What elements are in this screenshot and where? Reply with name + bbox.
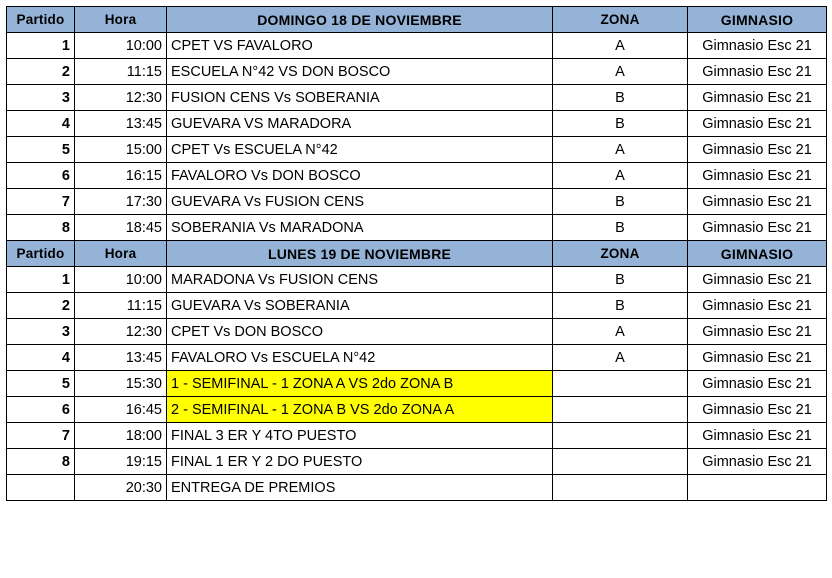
cell-gimnasio: Gimnasio Esc 21 — [688, 59, 827, 85]
cell-evento: MARADONA Vs FUSION CENS — [167, 267, 553, 293]
cell-partido: 4 — [7, 345, 75, 371]
column-header-hora: Hora — [75, 241, 167, 267]
cell-zona — [553, 475, 688, 501]
cell-zona: B — [553, 293, 688, 319]
cell-gimnasio: Gimnasio Esc 21 — [688, 345, 827, 371]
cell-partido: 7 — [7, 423, 75, 449]
cell-hora: 13:45 — [75, 111, 167, 137]
day1-title: DOMINGO 18 DE NOVIEMBRE — [167, 7, 553, 33]
cell-zona — [553, 371, 688, 397]
cell-evento: ESCUELA N°42 VS DON BOSCO — [167, 59, 553, 85]
cell-partido: 3 — [7, 319, 75, 345]
cell-gimnasio: Gimnasio Esc 21 — [688, 111, 827, 137]
cell-evento-semifinal-1: 1 - SEMIFINAL - 1 ZONA A VS 2do ZONA B — [167, 371, 553, 397]
cell-partido: 6 — [7, 397, 75, 423]
cell-partido: 8 — [7, 215, 75, 241]
cell-zona: A — [553, 33, 688, 59]
cell-evento: FUSION CENS Vs SOBERANIA — [167, 85, 553, 111]
schedule-body — [7, 7, 827, 501]
table-row — [7, 111, 827, 137]
table-row — [7, 319, 827, 345]
cell-partido: 8 — [7, 449, 75, 475]
column-header-gimnasio: GIMNASIO — [688, 7, 827, 33]
table-row — [7, 423, 827, 449]
cell-evento: CPET VS FAVALORO — [167, 33, 553, 59]
cell-evento: CPET Vs DON BOSCO — [167, 319, 553, 345]
cell-hora: 12:30 — [75, 319, 167, 345]
cell-zona: B — [553, 85, 688, 111]
cell-partido: 7 — [7, 189, 75, 215]
cell-hora: 11:15 — [75, 293, 167, 319]
column-header-zona: ZONA — [553, 7, 688, 33]
cell-gimnasio: Gimnasio Esc 21 — [688, 293, 827, 319]
cell-hora: 20:30 — [75, 475, 167, 501]
table-row — [7, 33, 827, 59]
table-row — [7, 475, 827, 501]
column-header-partido: Partido — [7, 241, 75, 267]
table-row — [7, 85, 827, 111]
cell-evento: GUEVARA Vs SOBERANIA — [167, 293, 553, 319]
cell-evento: CPET Vs ESCUELA N°42 — [167, 137, 553, 163]
cell-gimnasio: Gimnasio Esc 21 — [688, 33, 827, 59]
cell-zona: A — [553, 345, 688, 371]
cell-zona: B — [553, 215, 688, 241]
cell-zona: B — [553, 267, 688, 293]
cell-partido: 2 — [7, 59, 75, 85]
cell-gimnasio: Gimnasio Esc 21 — [688, 163, 827, 189]
cell-gimnasio: Gimnasio Esc 21 — [688, 397, 827, 423]
cell-partido — [7, 475, 75, 501]
cell-partido: 5 — [7, 137, 75, 163]
cell-hora: 12:30 — [75, 85, 167, 111]
column-header-zona: ZONA — [553, 241, 688, 267]
cell-zona — [553, 449, 688, 475]
table-row — [7, 371, 827, 397]
cell-zona: A — [553, 137, 688, 163]
cell-zona: A — [553, 59, 688, 85]
column-header-gimnasio: GIMNASIO — [688, 241, 827, 267]
cell-zona: A — [553, 163, 688, 189]
table-row — [7, 215, 827, 241]
cell-gimnasio: Gimnasio Esc 21 — [688, 319, 827, 345]
cell-evento: ENTREGA DE PREMIOS — [167, 475, 553, 501]
cell-partido: 3 — [7, 85, 75, 111]
cell-gimnasio: Gimnasio Esc 21 — [688, 215, 827, 241]
cell-evento: GUEVARA VS MARADORA — [167, 111, 553, 137]
cell-partido: 4 — [7, 111, 75, 137]
cell-hora: 18:45 — [75, 215, 167, 241]
cell-zona: A — [553, 319, 688, 345]
cell-gimnasio: Gimnasio Esc 21 — [688, 371, 827, 397]
cell-evento: FINAL 3 ER Y 4TO PUESTO — [167, 423, 553, 449]
cell-zona: B — [553, 189, 688, 215]
cell-gimnasio — [688, 475, 827, 501]
cell-gimnasio: Gimnasio Esc 21 — [688, 449, 827, 475]
table-row — [7, 345, 827, 371]
cell-evento-semifinal-2: 2 - SEMIFINAL - 1 ZONA B VS 2do ZONA A — [167, 397, 553, 423]
cell-gimnasio: Gimnasio Esc 21 — [688, 189, 827, 215]
cell-gimnasio: Gimnasio Esc 21 — [688, 267, 827, 293]
cell-hora: 11:15 — [75, 59, 167, 85]
cell-gimnasio: Gimnasio Esc 21 — [688, 85, 827, 111]
table-row — [7, 293, 827, 319]
column-header-hora: Hora — [75, 7, 167, 33]
cell-partido: 1 — [7, 33, 75, 59]
cell-hora: 18:00 — [75, 423, 167, 449]
table-row — [7, 267, 827, 293]
cell-hora: 16:15 — [75, 163, 167, 189]
cell-partido: 5 — [7, 371, 75, 397]
tournament-schedule-table — [6, 6, 827, 501]
table-row — [7, 449, 827, 475]
cell-evento: FAVALORO Vs DON BOSCO — [167, 163, 553, 189]
header-row-day1 — [7, 7, 827, 33]
cell-partido: 2 — [7, 293, 75, 319]
cell-zona: B — [553, 111, 688, 137]
day2-title: LUNES 19 DE NOVIEMBRE — [167, 241, 553, 267]
cell-hora: 17:30 — [75, 189, 167, 215]
cell-partido: 1 — [7, 267, 75, 293]
cell-zona — [553, 423, 688, 449]
header-row-day2 — [7, 241, 827, 267]
cell-evento: FAVALORO Vs ESCUELA N°42 — [167, 345, 553, 371]
cell-hora: 15:00 — [75, 137, 167, 163]
cell-hora: 10:00 — [75, 267, 167, 293]
table-row — [7, 137, 827, 163]
table-row — [7, 163, 827, 189]
cell-hora: 16:45 — [75, 397, 167, 423]
cell-partido: 6 — [7, 163, 75, 189]
table-row — [7, 59, 827, 85]
cell-evento: FINAL 1 ER Y 2 DO PUESTO — [167, 449, 553, 475]
cell-gimnasio: Gimnasio Esc 21 — [688, 137, 827, 163]
cell-evento: GUEVARA Vs FUSION CENS — [167, 189, 553, 215]
cell-zona — [553, 397, 688, 423]
cell-hora: 15:30 — [75, 371, 167, 397]
column-header-partido: Partido — [7, 7, 75, 33]
table-row — [7, 397, 827, 423]
cell-hora: 19:15 — [75, 449, 167, 475]
cell-gimnasio: Gimnasio Esc 21 — [688, 423, 827, 449]
cell-hora: 13:45 — [75, 345, 167, 371]
cell-evento: SOBERANIA Vs MARADONA — [167, 215, 553, 241]
cell-hora: 10:00 — [75, 33, 167, 59]
table-row — [7, 189, 827, 215]
